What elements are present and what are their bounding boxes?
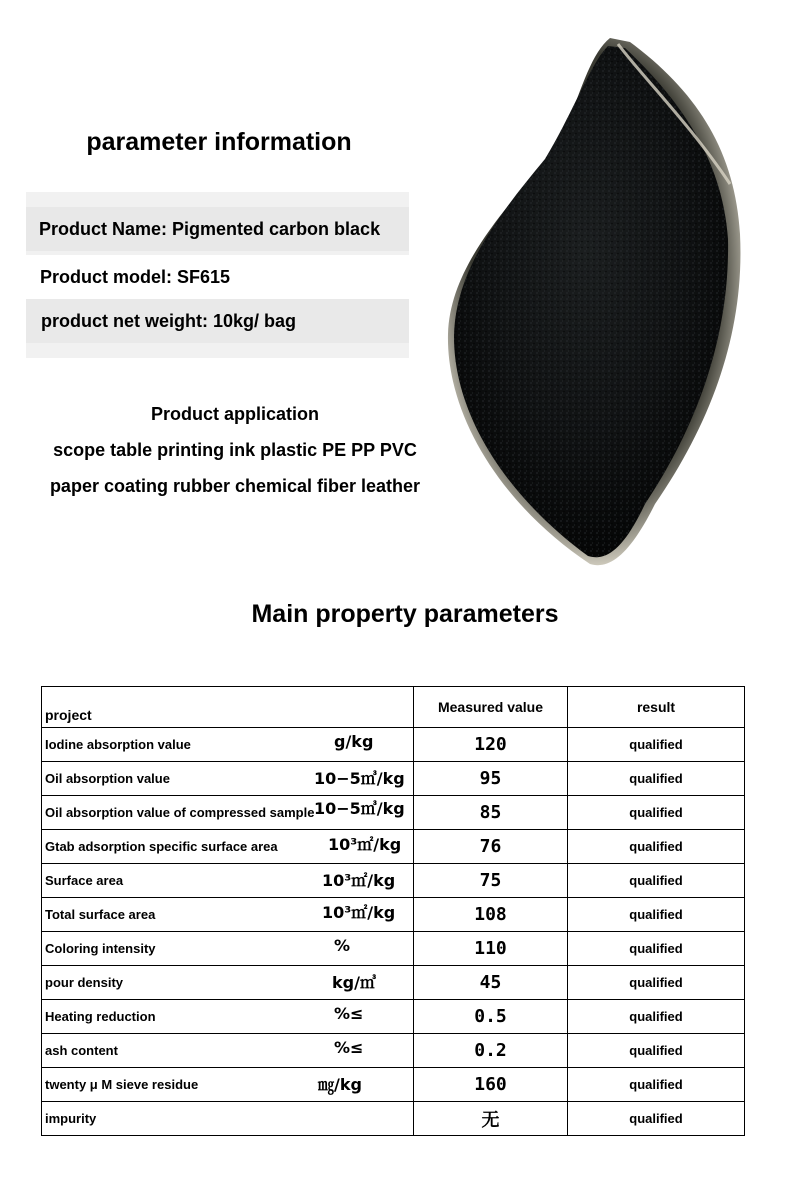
unit-label: ㎎/kg xyxy=(318,1075,362,1094)
result-value: qualified xyxy=(568,796,745,830)
unit-label: %≤ xyxy=(334,1004,364,1023)
result-value: qualified xyxy=(568,1068,745,1102)
result-value: qualified xyxy=(568,728,745,762)
header-project: project xyxy=(42,687,414,728)
result-value: qualified xyxy=(568,762,745,796)
project-cell xyxy=(42,1034,414,1068)
project-name: Oil absorption value of compressed sample xyxy=(45,805,315,820)
unit-label: 10³㎡/kg xyxy=(322,871,396,890)
application-line-3: paper coating rubber chemical fiber leather xyxy=(49,476,421,496)
result-value: qualified xyxy=(568,1034,745,1068)
measured-value: 45 xyxy=(414,966,568,1000)
project-name: impurity xyxy=(45,1111,97,1126)
project-cell xyxy=(42,762,414,796)
project-cell xyxy=(42,1000,414,1034)
project-name: pour density xyxy=(45,975,124,990)
project-name: ash content xyxy=(45,1043,118,1058)
measured-value: 160 xyxy=(414,1068,568,1102)
table-row xyxy=(42,830,745,864)
project-cell xyxy=(42,864,414,898)
table-row xyxy=(42,1068,745,1102)
project-cell xyxy=(42,728,414,762)
property-table xyxy=(41,686,745,1136)
header-result: result xyxy=(568,687,745,728)
unit-label: % xyxy=(334,936,351,955)
unit-label: kg/㎥ xyxy=(332,973,376,992)
table-row xyxy=(42,864,745,898)
measured-value: 95 xyxy=(414,762,568,796)
table-row xyxy=(42,1034,745,1068)
project-cell xyxy=(42,796,414,830)
project-cell xyxy=(42,1068,414,1102)
project-name: Iodine absorption value xyxy=(45,737,191,752)
result-value: qualified xyxy=(568,1000,745,1034)
table-row xyxy=(42,898,745,932)
unit-label: 10−5㎥/kg xyxy=(314,769,405,788)
unit-label: 10³㎡/kg xyxy=(328,835,402,854)
result-value: qualified xyxy=(568,898,745,932)
unit-label: 10−5㎥/kg xyxy=(314,799,405,818)
measured-value: 0.2 xyxy=(414,1034,568,1068)
table-row xyxy=(42,728,745,762)
result-value: qualified xyxy=(568,830,745,864)
project-cell xyxy=(42,898,414,932)
project-name: Oil absorption value xyxy=(45,771,170,786)
net-weight: product net weight: 10kg/ bag xyxy=(26,299,409,343)
project-name: Total surface area xyxy=(45,907,156,922)
project-name: Gtab adsorption specific surface area xyxy=(45,839,278,854)
table-header-row xyxy=(42,687,745,728)
measured-value: 0.5 xyxy=(414,1000,568,1034)
measured-value: 75 xyxy=(414,864,568,898)
project-name: Heating reduction xyxy=(45,1009,156,1024)
project-cell xyxy=(42,1102,414,1136)
unit-label: 10³㎡/kg xyxy=(322,903,396,922)
product-model: Product model: SF615 xyxy=(26,255,409,299)
carbon-black-powder-image xyxy=(440,34,750,570)
product-name: Product Name: Pigmented carbon black xyxy=(26,207,409,251)
table-row xyxy=(42,932,745,966)
table-row xyxy=(42,1000,745,1034)
result-value: qualified xyxy=(568,966,745,1000)
parameter-info-box xyxy=(26,192,409,358)
table-row xyxy=(42,796,745,830)
application-line-1: Product application xyxy=(150,404,319,424)
project-name: Coloring intensity xyxy=(45,941,156,956)
result-value: qualified xyxy=(568,932,745,966)
project-name: Surface area xyxy=(45,873,124,888)
measured-value: 108 xyxy=(414,898,568,932)
product-application xyxy=(0,396,470,504)
measured-value: 85 xyxy=(414,796,568,830)
table-row xyxy=(42,966,745,1000)
table-row xyxy=(42,762,745,796)
project-name: twenty μ M sieve residue xyxy=(45,1077,199,1092)
parameter-info-title: parameter information xyxy=(86,128,352,156)
header-measured-value: Measured value xyxy=(414,687,568,728)
table-row xyxy=(42,1102,745,1136)
unit-label: g/kg xyxy=(334,732,374,751)
application-line-2: scope table printing ink plastic PE PP PVC xyxy=(53,440,417,460)
measured-value: 110 xyxy=(414,932,568,966)
project-cell xyxy=(42,966,414,1000)
measured-value: 120 xyxy=(414,728,568,762)
project-cell xyxy=(42,932,414,966)
unit-label: %≤ xyxy=(334,1038,364,1057)
measured-value: 无 xyxy=(414,1102,568,1136)
result-value: qualified xyxy=(568,1102,745,1136)
measured-value: 76 xyxy=(414,830,568,864)
main-property-title: Main property parameters xyxy=(251,600,559,628)
result-value: qualified xyxy=(568,864,745,898)
project-cell xyxy=(42,830,414,864)
